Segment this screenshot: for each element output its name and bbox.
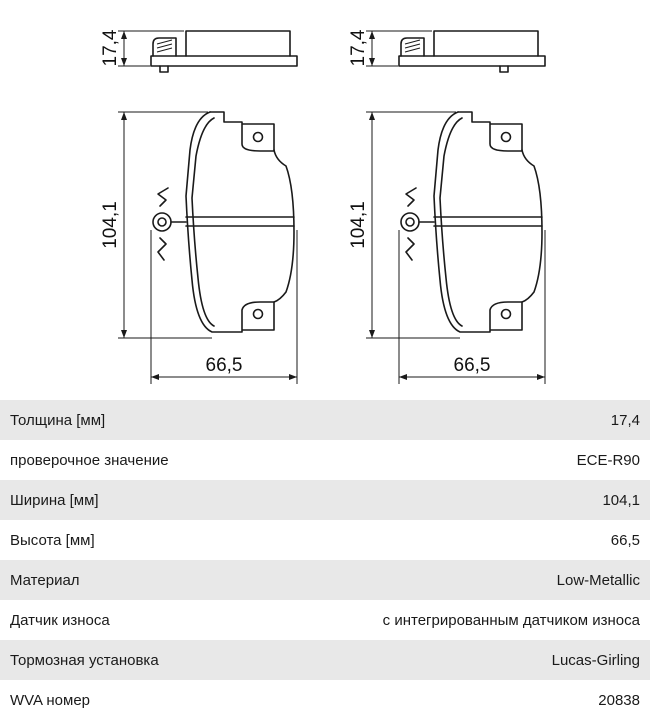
spec-label: проверочное значение (10, 451, 169, 469)
spec-row-brake-system (0, 640, 650, 680)
spec-row-wva-number (0, 680, 650, 720)
right-thickness-label: 17,4 (348, 29, 369, 67)
spec-row-height (0, 520, 650, 560)
right-side-view (348, 29, 545, 72)
spec-label: Высота [мм] (10, 531, 95, 549)
spec-row-width (0, 480, 650, 520)
spec-label: Толщина [мм] (10, 411, 106, 429)
spec-value: 17,4 (610, 411, 640, 429)
right-pad-drawing (348, 29, 545, 384)
spec-value: с интегрированным датчиком износа (382, 611, 640, 629)
spec-value: 66,5 (610, 531, 640, 549)
spec-row-thickness (0, 400, 650, 440)
right-front-view (348, 112, 545, 384)
spec-row-wear-sensor (0, 600, 650, 640)
left-thickness-label: 17,4 (100, 29, 121, 67)
spec-value: ECE-R90 (576, 451, 640, 469)
spec-value: 104,1 (602, 491, 640, 509)
spec-label: WVA номер (10, 691, 91, 709)
spec-row-test-mark (0, 440, 650, 480)
spec-row-material (0, 560, 650, 600)
spec-label: Тормозная установка (10, 651, 159, 669)
right-width-label: 66,5 (453, 355, 491, 376)
left-front-view (100, 112, 297, 384)
left-side-view (100, 29, 297, 72)
spec-value: 20838 (598, 691, 640, 709)
spec-label: Материал (10, 571, 80, 589)
left-pad-drawing (100, 29, 297, 384)
spec-label: Ширина [мм] (10, 491, 99, 509)
right-height-label: 104,1 (348, 201, 369, 249)
spec-label: Датчик износа (10, 611, 110, 629)
left-height-label: 104,1 (100, 201, 121, 249)
left-width-label: 66,5 (205, 355, 243, 376)
spec-value: Low-Metallic (556, 571, 640, 589)
spec-value: Lucas-Girling (551, 651, 640, 669)
spec-table (0, 400, 650, 720)
